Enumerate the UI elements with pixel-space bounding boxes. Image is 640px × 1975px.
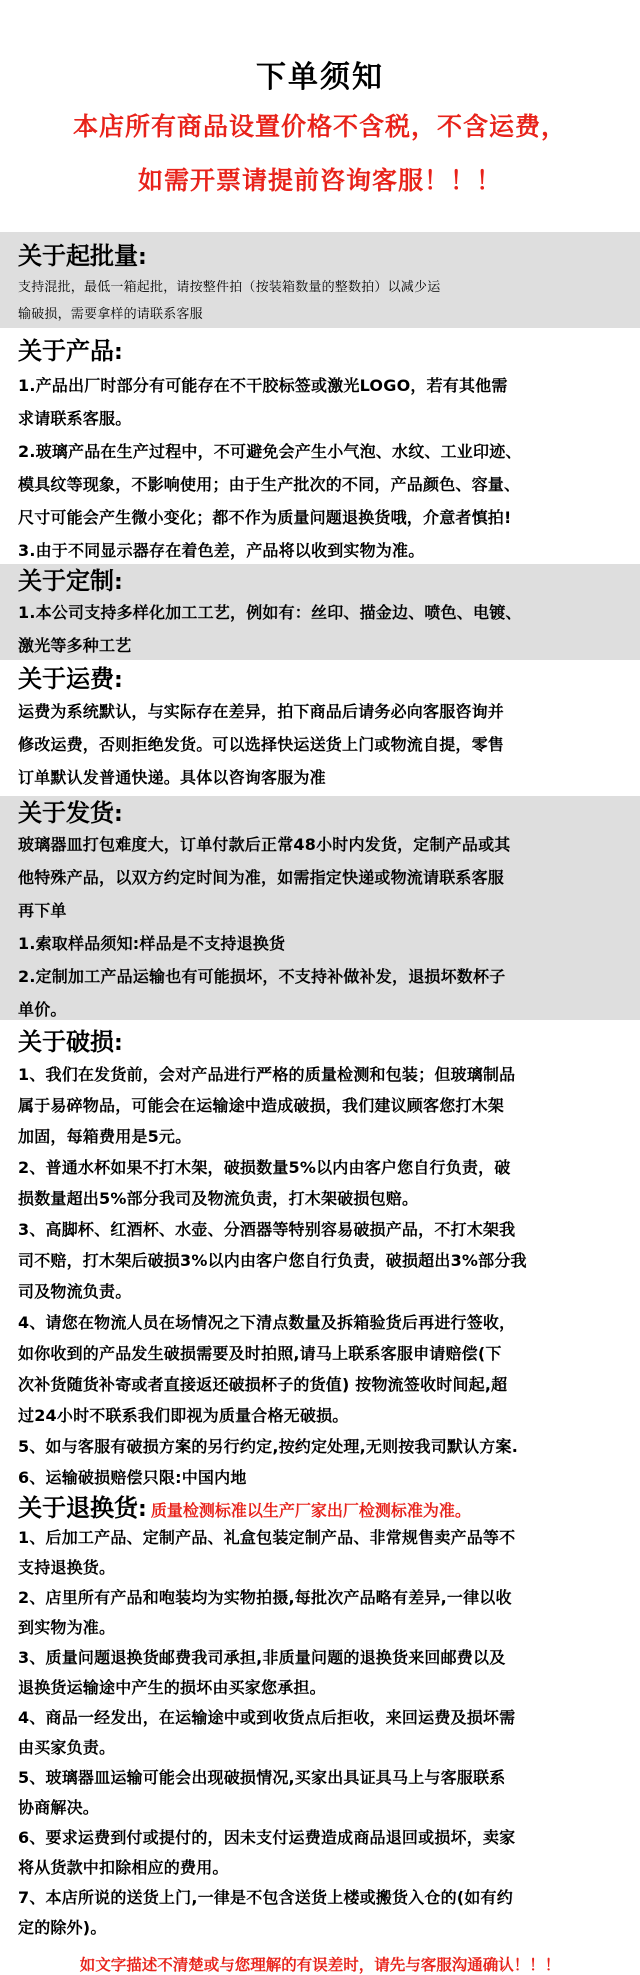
header (0, 0, 640, 232)
text-line: 协商解决。 (18, 1798, 100, 1817)
text-line: 3、质量问题退换货邮费我司承担,非质量问题的退换货来回邮费以及 (18, 1648, 506, 1667)
section-title: 关于产品 (18, 337, 114, 365)
section-title: 关于运费 (18, 665, 114, 693)
text-line: 4、商品一经发出，在运输途中或到收货点后拒收，来回运费及损坏需 (18, 1708, 516, 1727)
text-line: 如你收到的产品发生破损需要及时拍照,请马上联系客服申请赔偿(下 (18, 1344, 502, 1363)
section-damage (0, 1021, 640, 1493)
text-line: 损数量超出5%部分我司及物流负责，打木架破损包赔。 (18, 1189, 419, 1208)
text-line: 次补货随货补寄或者直接返还破损杯子的货值) 按物流签收时间起,超 (18, 1375, 508, 1394)
text-line: 玻璃器皿打包难度大，订单付款后正常48小时内发货，定制产品或其 (18, 835, 511, 854)
text-line: 支持退换货。 (18, 1558, 116, 1577)
section-heading (18, 566, 626, 596)
section-colon: : (114, 340, 123, 365)
text-line: 2.玻璃产品在生产过程中，不可避免会产生小气泡、水纹、工业印迹、 (18, 442, 522, 461)
text-line: 再下单 (18, 901, 67, 920)
section-title: 关于起批量 (18, 242, 138, 270)
section-title: 关于发货 (18, 799, 114, 827)
section-heading (18, 663, 626, 695)
text-line: 2.定制加工产品运输也有可能损坏，不支持补做补发，退损坏数杯子 (18, 967, 506, 986)
page-title: 下单须知 (256, 60, 384, 95)
text-line: 2、普通水杯如果不打木架，破损数量5%以内由客户您自行负责，破 (18, 1158, 511, 1177)
section-title: 关于退换货 (18, 1494, 138, 1522)
text-line: 退换货运输途中产生的损坏由买家您承担。 (18, 1678, 326, 1697)
text-line: 属于易碎物品，可能会在运输途中造成破损，我们建议顾客您打木架 (18, 1096, 505, 1115)
text-line: 将从货款中扣除相应的费用。 (18, 1858, 229, 1877)
section-colon: : (114, 802, 123, 827)
text-line: 订单默认发普通快递。具体以咨询客服为准 (18, 768, 326, 787)
tax-notice-line-2: 如需开票请提前咨询客服！！！ (137, 166, 502, 195)
section-product (0, 329, 640, 563)
text-line: 2、店里所有产品和咆装均为实物拍摄,每批次产品略有差异,一律以收 (18, 1588, 512, 1607)
section-shipping-fee (0, 661, 640, 795)
section-custom (0, 564, 640, 660)
quality-standard-note: 质量检测标准以生产厂家出厂检测标准为准。 (150, 1501, 471, 1520)
section-heading (18, 1493, 626, 1523)
text-line: 支持混批，最低一箱起批，请按整件拍（按装箱数量的整数拍）以减少运 (18, 280, 441, 295)
section-colon: : (138, 245, 147, 270)
text-line: 司不赔，打木架后破损3%以内由客户您自行负责，破损超出3%部分我 (18, 1251, 527, 1270)
section-colon: : (114, 570, 123, 595)
text-line: 3、高脚杯、红酒杯、水壶、分酒器等特别容易破损产品，不打木架我 (18, 1220, 516, 1239)
text-line: 7、本店所说的送货上门,一律是不包含送货上楼或搬货入仓的(如有约 (18, 1888, 513, 1907)
text-line: 模具纹等现象，不影响使用；由于生产批次的不同，产品颜色、容量、 (18, 475, 521, 494)
section-delivery (0, 796, 640, 1020)
text-line: 1.产品出厂时部分有可能存在不干胶标签或激光LOGO，若有其他需 (18, 376, 508, 395)
section-colon: : (138, 1497, 147, 1522)
text-line: 到实物为准。 (18, 1618, 116, 1637)
text-line: 4、请您在物流人员在场情况之下清点数量及拆箱验货后再进行签收， (18, 1313, 516, 1332)
text-line: 1.索取样品须知:样品是不支持退换货 (18, 934, 286, 953)
section-heading (18, 1025, 626, 1059)
text-line: 6、要求运费到付或提付的，因未支付运费造成商品退回或损坏，卖家 (18, 1828, 516, 1847)
text-line: 加固，每箱费用是5元。 (18, 1127, 192, 1146)
section-heading (18, 798, 626, 828)
text-line: 1、后加工产品、定制产品、礼盒包装定制产品、非常规售卖产品等不 (18, 1528, 516, 1547)
text-line: 1.本公司支持多样化加工工艺，例如有：丝印、描金边、喷色、电镀、 (18, 603, 522, 622)
section-batch (0, 232, 640, 328)
text-line: 定的除外)。 (18, 1918, 107, 1937)
text-line: 他特殊产品，以双方约定时间为准，如需指定快递或物流请联系客服 (18, 868, 505, 887)
text-line: 由买家负责。 (18, 1738, 116, 1757)
section-colon: : (114, 668, 123, 693)
section-heading (18, 333, 626, 369)
text-line: 1、我们在发货前，会对产品进行严格的质量检测和包装；但玻璃制品 (18, 1065, 516, 1084)
text-line: 6、运输破损赔偿只限:中国内地 (18, 1468, 247, 1487)
text-line: 3.由于不同显示器存在着色差，产品将以收到实物为准。 (18, 541, 425, 560)
text-line: 单价。 (18, 1000, 67, 1019)
section-colon: : (114, 1031, 123, 1056)
tax-notice-line-1: 本店所有商品设置价格不含税，不含运费， (72, 112, 567, 141)
text-line: 5、玻璃器皿运输可能会出现破损情况,买家出具证具马上与客服联系 (18, 1768, 506, 1787)
section-returns (0, 1493, 640, 1945)
text-line: 求请联系客服。 (18, 409, 132, 428)
text-line: 输破损，需要拿样的请联系客服 (18, 307, 203, 322)
text-line: 司及物流负责。 (18, 1282, 132, 1301)
section-title: 关于破损 (18, 1028, 114, 1056)
text-line: 5、如与客服有破损方案的另行约定,按约定处理,无则按我司默认方案. (18, 1437, 518, 1456)
footer-warning: 如文字描述不清楚或与您理解的有误差时，请先与客服沟通确认！！！ (79, 1956, 561, 1974)
text-line: 运费为系统默认，与实际存在差异，拍下商品后请务必向客服咨询并 (18, 702, 505, 721)
text-line: 修改运费，否则拒绝发货。可以选择快运送货上门或物流自提，零售 (18, 735, 505, 754)
section-title: 关于定制 (18, 567, 114, 595)
section-heading (18, 238, 626, 274)
text-line: 激光等多种工艺 (18, 636, 132, 655)
text-line: 过24小时不联系我们即视为质量合格无破损。 (18, 1406, 349, 1425)
text-line: 尺寸可能会产生微小变化；都不作为质量问题退换货哦，介意者慎拍! (18, 508, 512, 527)
